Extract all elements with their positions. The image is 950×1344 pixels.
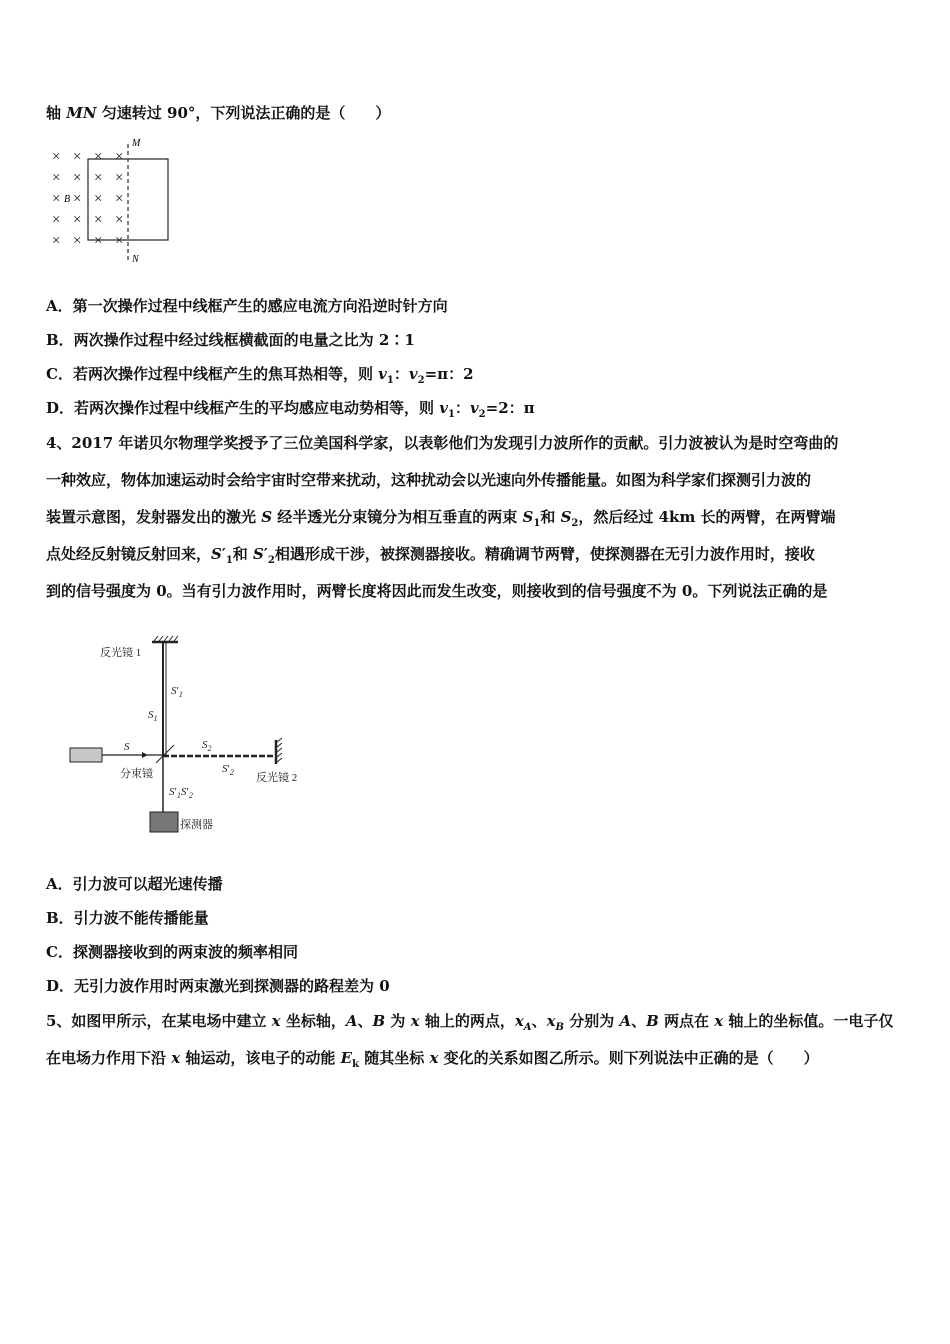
field-cross: × [73,233,82,249]
q4-line-4: 点处经反射镜反射回来，$S'_1$和 $S'_2$相遇形成干涉，被探测器接收。精确调节两臂，使探测器在无引力波作用时，接收 [46,545,815,566]
field-cross: × [115,212,124,228]
q3-option-d: D．若两次操作过程中线框产生的平均感应电动势相等，则 $v_1$：$v_2=2$：π [46,399,535,420]
field-cross: × [115,170,124,186]
mirror-2-label: 反光镜 2 [256,772,298,784]
q5-line-2: 在电场力作用下沿 x 轴运动，该电子的动能 $E_k$ 随其坐标 x 变化的关系如图乙所示。则下列说法中正确的是（ ） [46,1049,819,1070]
q4-option-a: A．引力波可以超光速传播 [46,875,223,893]
field-cross: × [94,170,103,186]
detector-label: 探测器 [180,819,213,831]
field-cross: × [52,191,61,207]
coil-figure [48,136,178,266]
field-cross: × [94,191,103,207]
label-s1-prime: $S'_1$ [171,685,183,699]
laser-emitter [70,748,102,762]
field-cross: × [94,149,103,165]
q4-line-5: 到的信号强度为 0。当有引力波作用时，两臂长度将因此而发生改变，则接收到的信号强度不为 0。下列说法正确的是 [46,582,828,600]
field-cross: × [52,149,61,165]
field-cross: × [73,212,82,228]
q4-line-1: 4、2017 年诺贝尔物理学奖授予了三位美国科学家，以表彰他们为发现引力波所作的贡献。引力波被认为是时空弯曲的 [46,434,839,452]
q5-line-1: 5、如图甲所示，在某电场中建立 x 坐标轴，A、B 为 x 轴上的两点，$x_A$、$x_B$ 分别为 A、B 两点在 x 轴上的坐标值。一电子仅 [46,1012,894,1033]
q4-option-d: D．无引力波作用时两束激光到探测器的路程差为 0 [46,977,390,995]
label-s2-prime: $S'_2$ [222,763,234,777]
label-s1: $S_1$ [148,709,158,723]
field-cross: × [52,212,61,228]
label-s1-s2-prime: $S'_1S'_2$ [169,786,193,800]
label-s: S [124,741,130,753]
q3-option-a: A．第一次操作过程中线框产生的感应电流方向沿逆时针方向 [46,297,448,315]
beam-splitter [156,745,174,763]
q3-option-c: C．若两次操作过程中线框产生的焦耳热相等，则 $v_1$：$v_2=\pi$：2 [46,365,474,386]
q4-option-c: C．探测器接收到的两束波的频率相同 [46,943,298,961]
field-cross: × [115,233,124,249]
field-cross: × [94,212,103,228]
field-cross: × [115,191,124,207]
field-cross: × [52,233,61,249]
field-cross: × [73,170,82,186]
field-cross: × [52,170,61,186]
field-cross: × [115,149,124,165]
label-b: B [64,194,71,205]
incident-arrow [142,752,148,758]
q4-option-b: B．引力波不能传播能量 [46,909,209,927]
label-s2: $S_2$ [202,739,212,753]
label-m: M [132,138,141,149]
label-n: N [132,254,139,265]
mirror-1-hatch [154,636,178,641]
mirror-2-hatch [277,738,282,762]
q4-line-2: 一种效应，物体加速运动时会给宇宙时空带来扰动，这种扰动会以光速向外传播能量。如图为科学家们探测引力波的 [46,471,812,489]
axis-mn: MN [66,104,97,122]
interferometer-figure [60,632,320,842]
detector [150,812,178,832]
field-cross: × [94,233,103,249]
splitter-label: 分束镜 [120,768,153,780]
q3-stem: 轴 MN 匀速转过 90°，下列说法正确的是（ ） [46,104,391,122]
field-cross: × [73,149,82,165]
q3-option-b: B．两次操作过程中经过线框横截面的电量之比为 2∶1 [46,331,415,349]
field-cross: × [73,191,82,207]
q4-line-3: 装置示意图，发射器发出的激光 S 经半透光分束镜分为相互垂直的两束 $S_1$和 $S_2$，然后经过 4km 长的两臂，在两臂端 [46,508,836,529]
mirror-1-label: 反光镜 1 [100,647,142,659]
